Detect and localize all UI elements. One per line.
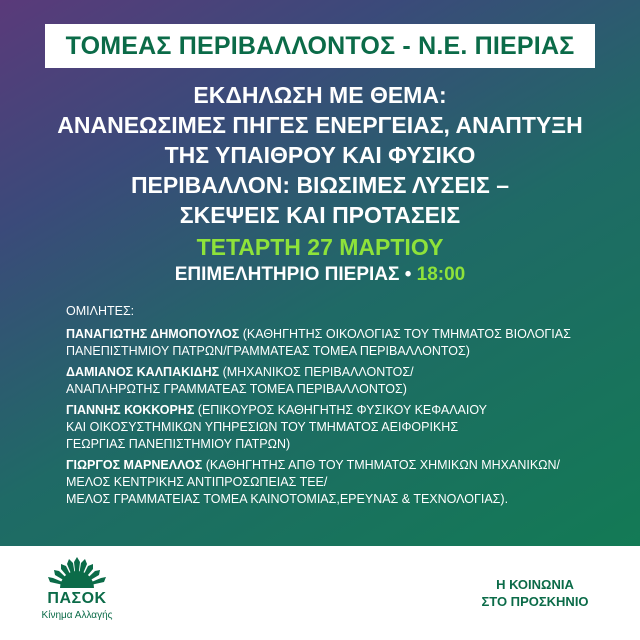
logo-subtitle: Κίνημα Αλλαγής <box>41 610 113 621</box>
sun-rays-icon <box>46 556 108 590</box>
speaker-role-line: (ΜΗΧΑΝΙΚΟΣ ΠΕΡΙΒΑΛΛΟΝΤΟΣ/ <box>219 365 414 379</box>
event-title-line: ΣΚΕΨΕΙΣ ΚΑΙ ΠΡΟΤΑΣΕΙΣ <box>179 202 461 228</box>
speaker-role-line: ΑΝΑΠΛΗΡΩΤΗΣ ΓΡΑΜΜΑΤΕΑΣ ΤΟΜΕΑ ΠΕΡΙΒΑΛΛΟΝΤΟΣ) <box>66 382 407 396</box>
slogan <box>460 576 610 610</box>
speaker-role-line: ΓΕΩΡΓΙΑΣ ΠΑΝΕΠΙΣΤΗΜΙΟΥ ΠΑΤΡΩΝ) <box>66 437 291 451</box>
speaker-name: ΓΙΩΡΓΟΣ ΜΑΡΝΕΛΛΟΣ <box>66 458 203 472</box>
speaker-role-line: (ΕΠΙΚΟΥΡΟΣ ΚΑΘΗΓΗΤΗΣ ΦΥΣΙΚΟΥ ΚΕΦΑΛΑΙΟΥ <box>194 403 488 417</box>
venue-separator: • <box>404 264 412 285</box>
event-title-line: ΑΝΑΝΕΩΣΙΜΕΣ ΠΗΓΕΣ ΕΝΕΡΓΕΙΑΣ, ΑΝΑΠΤΥΞΗ <box>57 112 583 138</box>
event-venue-line <box>20 264 620 286</box>
speaker-role-line: (ΚΑΘΗΓΗΤΗΣ ΟΙΚΟΛΟΓΙΑΣ ΤΟΥ ΤΜΗΜΑΤΟΣ ΒΙΟΛΟΓΙΑΣ <box>239 327 571 341</box>
speaker-item <box>66 326 606 360</box>
event-time: 18:00 <box>416 264 466 285</box>
header-title: ΤΟΜΕΑΣ ΠΕΡΙΒΑΛΛΟΝΤΟΣ - Ν.Ε. ΠΙΕΡΙΑΣ <box>65 31 575 60</box>
event-title-line: ΕΚΔΗΛΩΣΗ ΜΕ ΘΕΜΑ: <box>193 82 447 108</box>
logo-wordmark: ΠΑΣΟΚ <box>47 590 107 607</box>
speaker-role-line: ΜΕΛΟΣ ΚΕΝΤΡΙΚΗΣ ΑΝΤΙΠΡΟΣΩΠΕΙΑΣ ΤΕΕ/ <box>66 475 328 489</box>
speaker-name: ΠΑΝΑΓΙΩΤΗΣ ΔΗΜΟΠΟΥΛΟΣ <box>66 327 240 341</box>
speaker-name: ΓΙΑΝΝΗΣ ΚΟΚΚΟΡΗΣ <box>66 403 195 417</box>
speakers-title: ΟΜΙΛΗΤΕΣ: <box>66 304 135 318</box>
speaker-role-line: (ΚΑΘΗΓΗΤΗΣ ΑΠΘ ΤΟΥ ΤΜΗΜΑΤΟΣ ΧΗΜΙΚΩΝ ΜΗΧΑΝΙΚΩΝ/ <box>202 458 561 472</box>
speaker-role-line: ΜΕΛΟΣ ΓΡΑΜΜΑΤΕΙΑΣ ΤΟΜΕΑ ΚΑΙΝΟΤΟΜΙΑΣ,ΕΡΕΥΝΑΣ & ΤΕΧΝΟΛΟΓΙΑΣ). <box>66 492 509 506</box>
event-title-line: ΤΗΣ ΥΠΑΙΘΡΟΥ ΚΑΙ ΦΥΣΙΚΟ <box>164 142 476 168</box>
venue-name: ΕΠΙΜΕΛΗΤΗΡΙΟ ΠΙΕΡΙΑΣ <box>174 264 400 285</box>
speaker-name: ΔΑΜΙΑΝΟΣ ΚΑΛΠΑΚΙΔΗΣ <box>66 365 220 379</box>
pasok-logo <box>22 556 132 636</box>
slogan-line: Η ΚΟΙΝΩΝΙΑ <box>496 577 574 592</box>
speaker-role-line: ΠΑΝΕΠΙΣΤΗΜΙΟΥ ΠΑΤΡΩΝ/ΓΡΑΜΜΑΤΕΑΣ ΤΟΜΕΑ ΠΕΡΙΒΑΛΛΟΝΤΟΣ) <box>66 344 470 358</box>
speaker-item <box>66 457 606 508</box>
event-title-line: ΠΕΡΙΒΑΛΛΟΝ: ΒΙΩΣΙΜΕΣ ΛΥΣΕΙΣ – <box>130 172 510 198</box>
event-date: ΤΕΤΑΡΤΗ 27 ΜΑΡΤΙΟΥ <box>196 234 444 260</box>
speaker-role-line: ΚΑΙ ΟΙΚΟΣΥΣΤΗΜΙΚΩΝ ΥΠΗΡΕΣΙΩΝ ΤΟΥ ΤΜΗΜΑΤΟΣ ΑΕΙΦΟΡΙΚΗΣ <box>66 420 459 434</box>
header-banner <box>45 24 595 68</box>
speaker-item <box>66 402 606 453</box>
poster-footer <box>0 546 640 640</box>
speaker-item <box>66 364 606 398</box>
slogan-line: ΣΤΟ ΠΡΟΣΚΗΝΙΟ <box>481 594 589 609</box>
event-title <box>20 80 620 230</box>
speakers-section <box>66 303 606 512</box>
